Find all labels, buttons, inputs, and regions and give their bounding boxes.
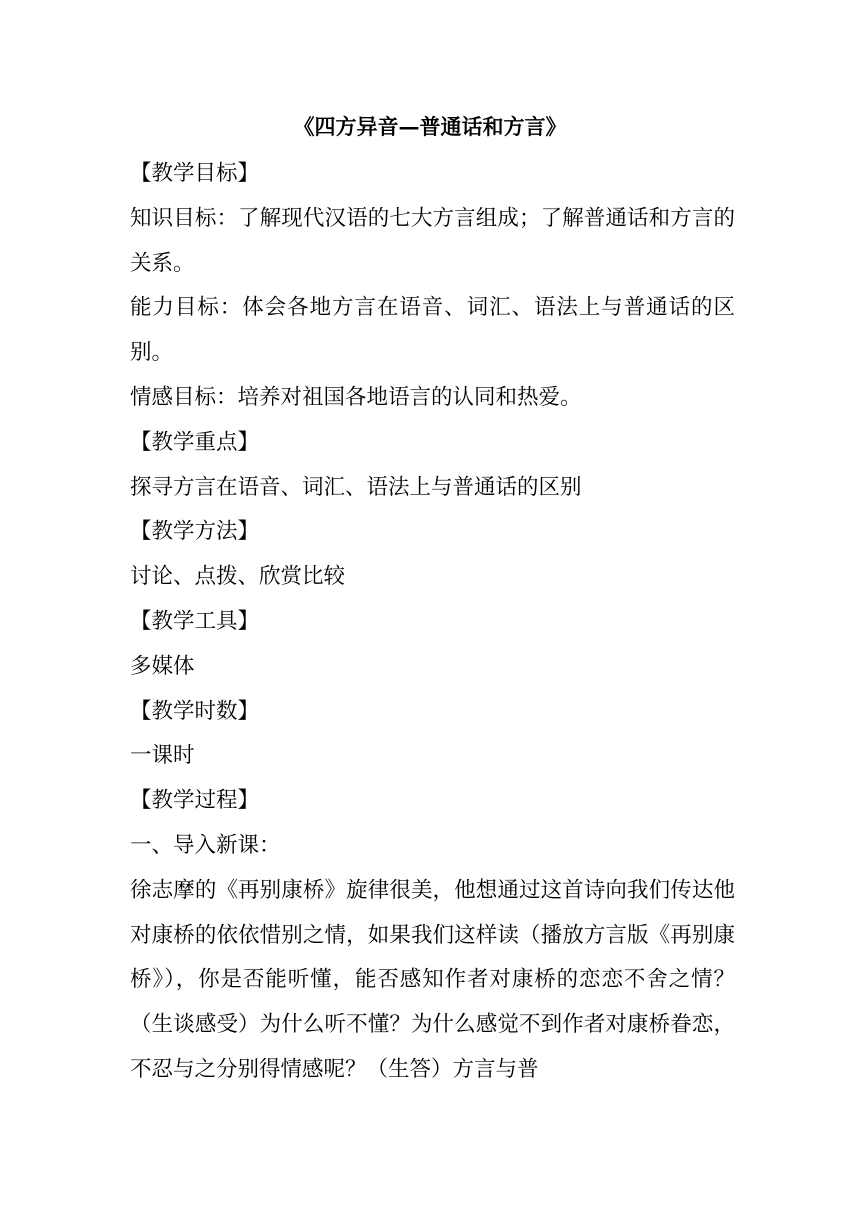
paragraph-teaching-tools: 多媒体 (130, 653, 195, 679)
document-body (130, 152, 735, 1093)
document-title: 《四方异音—普通话和方言》 (293, 114, 567, 139)
paragraph-teaching-focus: 探寻方言在语音、词汇、语法上与普通话的区别 (130, 474, 582, 500)
paragraph-emotion-goal: 情感目标：培养对祖国各地语言的认同和热爱。 (130, 384, 582, 410)
paragraph-introduction-heading: 一、导入新课： (130, 832, 281, 858)
paragraph-teaching-hours: 一课时 (130, 743, 195, 769)
paragraph-introduction-body: 徐志摩的《再别康桥》旋律很美，他想通过这首诗向我们传达他对康桥的依依惜别之情，如果我们这样读（播放方言版《再别康桥》），你是否能听懂，能否感知作者对康桥的恋恋不舍之情？（生谈感受）为什么听不懂？为什么感觉不到作者对康桥眷恋，不忍与之分别得情感呢？（生答）方言与普 (130, 877, 735, 1082)
paragraph-knowledge-goal: 知识目标：了解现代汉语的七大方言组成；了解普通话和方言的关系。 (130, 205, 735, 276)
paragraph-ability-goal: 能力目标：体会各地方言在语音、词汇、语法上与普通话的区别。 (130, 295, 735, 366)
section-heading-teaching-goals: 【教学目标】 (130, 161, 260, 186)
paragraph-teaching-method: 讨论、点拨、欣赏比较 (130, 564, 346, 590)
section-heading-teaching-hours: 【教学时数】 (130, 698, 260, 724)
section-heading-teaching-process: 【教学过程】 (130, 788, 260, 814)
section-heading-teaching-method: 【教学方法】 (130, 519, 260, 545)
section-heading-teaching-focus: 【教学重点】 (130, 429, 260, 455)
section-heading-teaching-tools: 【教学工具】 (130, 608, 260, 634)
